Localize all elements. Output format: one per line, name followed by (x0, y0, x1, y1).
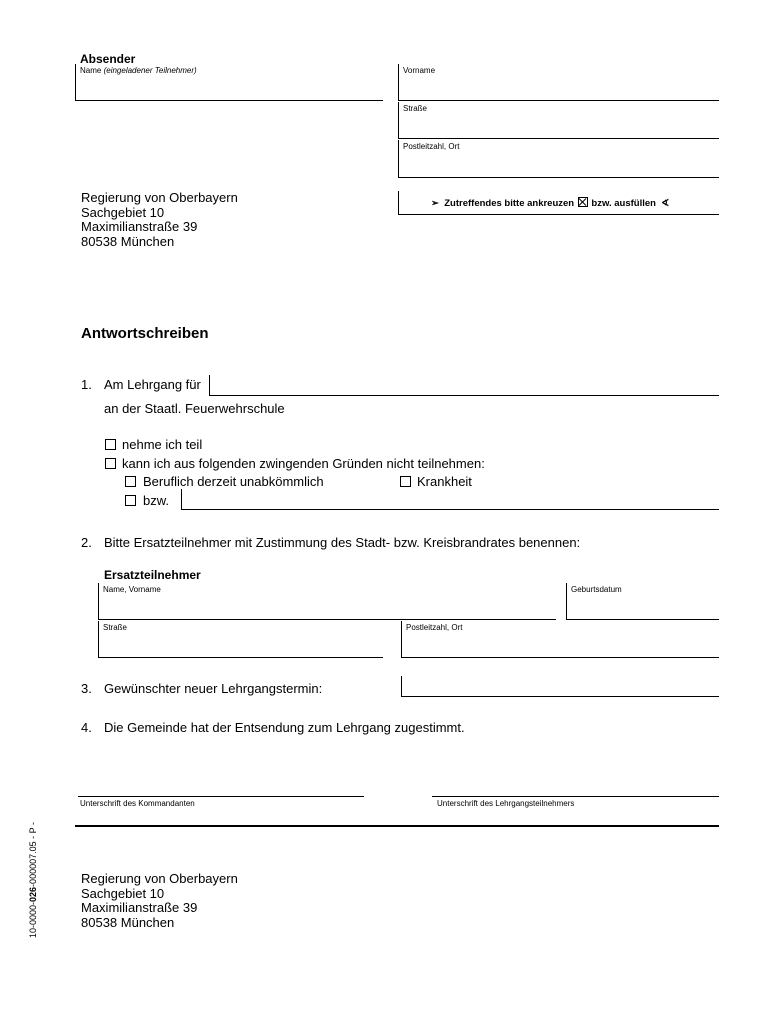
section4-text: Die Gemeinde hat der Entsendung zum Lehrgang zugestimmt. (104, 720, 465, 735)
substitute-birthdate-label: Geburtsdatum (571, 585, 622, 594)
address-line: Regierung von Oberbayern (81, 871, 238, 886)
commander-signature-label: Unterschrift des Kommandanten (80, 799, 195, 808)
address-line: Sachgebiet 10 (81, 885, 165, 901)
section4-number: 4. (81, 720, 92, 735)
substitute-street-field[interactable] (98, 621, 383, 658)
address-line: 80538 München (81, 233, 175, 249)
sender-postal-field[interactable] (398, 140, 719, 178)
reason-ill-label: Krankheit (417, 474, 472, 489)
section1-line2: an der Staatl. Feuerwehrschule (104, 401, 285, 416)
sender-street-field[interactable] (398, 102, 719, 139)
recipient-address-top (81, 191, 238, 249)
section3-text: Gewünschter neuer Lehrgangstermin: (104, 681, 323, 696)
form-code: 10-0000-026-000007.05 - P - (28, 822, 38, 938)
section1-number: 1. (81, 377, 92, 392)
participate-checkbox[interactable] (105, 439, 116, 450)
instruction-box (398, 191, 719, 215)
sender-name-field[interactable] (75, 64, 383, 101)
recipient-address-bottom (81, 872, 238, 930)
address-line: 80538 München (81, 914, 175, 930)
sender-firstname-field[interactable] (398, 64, 719, 101)
reason-ill-checkbox[interactable] (400, 476, 411, 487)
reason-work-label: Beruflich derzeit unabkömmlich (143, 474, 324, 489)
commander-signature-line[interactable] (78, 796, 364, 797)
substitute-heading: Ersatzteilnehmer (104, 568, 201, 582)
sender-name-label: Name (eingeladener Teilnehmer) (80, 66, 197, 75)
substitute-birthdate-field[interactable] (566, 583, 719, 620)
sender-postal-label: Postleitzahl, Ort (403, 142, 460, 151)
substitute-postal-field[interactable] (401, 621, 719, 658)
course-name-field[interactable] (209, 375, 719, 396)
sender-firstname-label: Vorname (403, 66, 436, 75)
divider (75, 825, 719, 827)
arrow-left-icon: ∢ (661, 198, 670, 209)
participant-signature-line[interactable] (432, 796, 719, 797)
address-line: Maximilianstraße 39 (81, 219, 198, 234)
instruction-text: ➢ Zutreffendes bitte ankreuzen bzw. ausfüllen ∢ (431, 198, 670, 209)
arrow-right-icon: ➢ (431, 198, 439, 209)
section2-number: 2. (81, 535, 92, 550)
reason-other-checkbox[interactable] (125, 495, 136, 506)
sender-heading: Absender (80, 52, 136, 66)
decline-label: kann ich aus folgenden zwingenden Gründen nicht teilnehmen: (122, 456, 485, 471)
substitute-street-label: Straße (103, 623, 128, 632)
address-line: Regierung von Oberbayern (81, 190, 238, 205)
substitute-name-field[interactable] (98, 583, 556, 620)
substitute-postal-label: Postleitzahl, Ort (406, 623, 463, 632)
participant-signature-label: Unterschrift des Lehrgangsteilnehmers (437, 799, 575, 808)
participate-label: nehme ich teil (122, 437, 203, 452)
address-line: Maximilianstraße 39 (81, 900, 198, 915)
section2-text: Bitte Ersatzteilnehmer mit Zustimmung des Stadt- bzw. Kreisbrandrates benennen: (104, 535, 581, 550)
address-line: Sachgebiet 10 (81, 204, 165, 220)
page-title: Antwortschreiben (81, 325, 209, 342)
section1-label: Am Lehrgang für (104, 377, 201, 392)
section3-number: 3. (81, 681, 92, 696)
reason-other-label: bzw. (143, 493, 170, 508)
sender-street-label: Straße (403, 104, 428, 113)
reason-work-checkbox[interactable] (125, 476, 136, 487)
decline-checkbox[interactable] (105, 458, 116, 469)
new-date-field[interactable] (401, 676, 719, 697)
crossed-box-icon (578, 197, 588, 207)
reason-other-field[interactable] (181, 489, 719, 510)
substitute-name-label: Name, Vorname (103, 585, 161, 594)
